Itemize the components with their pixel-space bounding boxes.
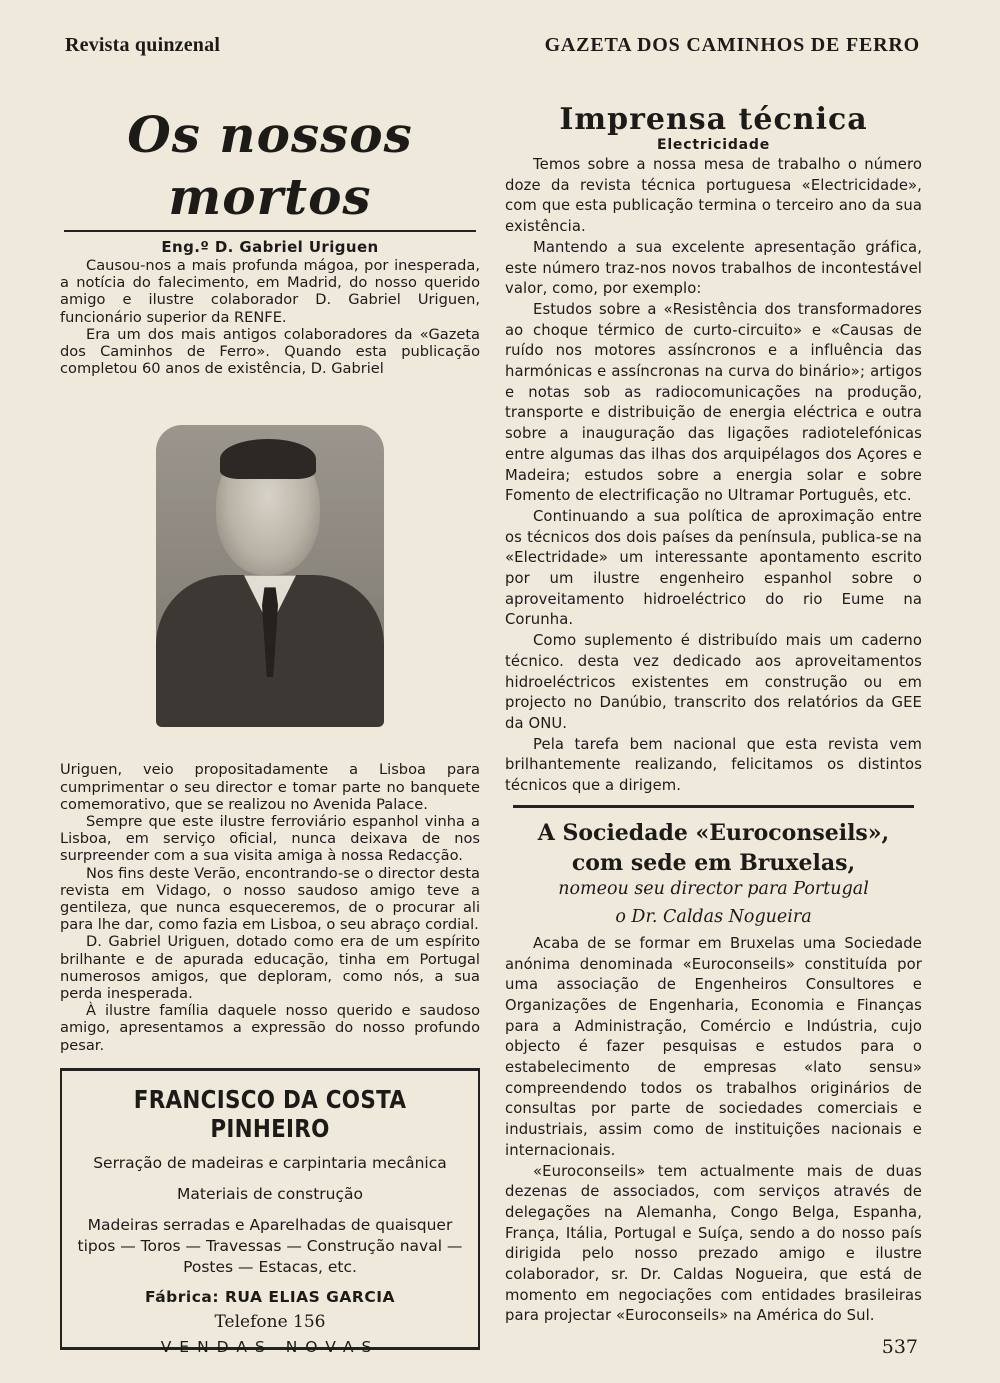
portrait-hair	[220, 439, 316, 479]
ad-line: Serração de madeiras e carpintaria mecânica	[93, 1153, 447, 1172]
header-right: GAZETA DOS CAMINHOS DE FERRO	[544, 34, 920, 56]
paragraph: Nos fins deste Verão, encontrando-se o director desta revista em Vidago, o nosso saudoso amigo teve a gentileza, que nunca esqueceremos, de o procurar ali para lhe dar, como fazia em Lisboa, o seu abraço cordial.	[60, 864, 480, 934]
paragraph: À ilustre família daquele nosso querido e saudoso amigo, apresentamos a expressão do nosso profundo pesar.	[60, 1002, 480, 1054]
ad-company-name: FRANCISCO DA COSTA PINHEIRO	[133, 1084, 407, 1143]
paragraph: Era um dos mais antigos colaboradores da «Gazeta dos Caminhos de Ferro». Quando esta publicação completou 60 anos de existência, D. Gabriel	[60, 325, 480, 378]
right-column	[505, 98, 922, 1327]
title-rule	[64, 230, 476, 232]
paragraph: «Euroconseils» tem actualmente mais de duas dezenas de associados, com serviços através de delegações na Alemanha, Congo Belga, Espanha, França, Itália, Portugal e Suíça, sendo a do nosso país dirigida pelo nosso prezado amigo e ilustre colaborador, sr. Dr. Caldas Nogueira, que está de momento em negociações com entidades brasileiras para projectar «Euroconseils» na América do Sul.	[505, 1162, 922, 1325]
paragraph: Sempre que este ilustre ferroviário espanhol vinha a Lisboa, em serviço oficial, nunca deixava de nos surpreender com a sua visita amiga à nossa Redacção.	[60, 813, 480, 865]
ad-line: Materiais de construção	[177, 1184, 363, 1203]
section-rule	[513, 805, 914, 808]
paragraph: Estudos sobre a «Resistência dos transformadores ao choque térmico de curto-circuito» e «Causas de ruído nos motores assíncronos e a influência das harmónicas e assíncronas na curva do binário»; artigos e notas sob as radiocomunicações na produção, transporte e distribuição de energia eléctrica e outra sobre a inauguração das ligações radiotelefónicas entre algumas das ilhas dos arquipélagos dos Açores e Madeira; estudos sobre a energia solar e sobre Fomento de electrificação no Ultramar Português, etc.	[505, 300, 922, 505]
ad-phone: Telefone 156	[214, 1311, 326, 1332]
article-subtitle: nomeou seu director para Portugal	[558, 878, 869, 899]
article-subtitle: o Dr. Caldas Nogueira	[615, 906, 812, 927]
ad-factory: Fábrica: RUA ELIAS GARCIA	[145, 1287, 395, 1306]
obituary-title: Os nossos mortos	[127, 105, 413, 226]
paragraph: Temos sobre a nossa mesa de trabalho o número doze da revista técnica portuguesa «Electricidade», com que esta publicação termina o terceiro ano da sua existência.	[505, 156, 922, 236]
paragraph: Causou-nos a mais profunda mágoa, por inesperada, a notícia do falecimento, em Madrid, do nosso querido amigo e ilustre colaborador D. Gabriel Uriguen, funcionário superior da RENFE.	[60, 257, 480, 326]
ad-line: Madeiras serradas e Aparelhadas de quaisquer tipos — Toros — Travessas — Construção naval — Postes — Estacas, etc.	[77, 1215, 463, 1276]
paragraph: Pela tarefa bem nacional que esta revista vem brilhantemente realizando, felicitamos os distintos técnicos que a dirigem.	[505, 735, 922, 795]
ad-city: VENDAS NOVAS	[160, 1337, 380, 1356]
left-column	[60, 98, 480, 1356]
paragraph: D. Gabriel Uriguen, dotado como era de um espírito brilhante e de apurada educação, tinha em Portugal numerosos amigos, que deploram, como nós, a sua perda inesperada.	[60, 933, 480, 1003]
paragraph: Acaba de se formar em Bruxelas uma Sociedade anónima denominada «Euroconseils» constituída por uma associação de Engenheiros Consultores e Organizações de Engenharia, Economia e Finanças para a Administração, Comércio e Indústria, cujo objecto é fazer pesquisas e estudos para o estabelecimento de empresas «lato sensu» compreendendo todos os trabalhos originários de consultas por parte de sociedades comerciais e industriais, assim como de instituições nacionais e internacionais.	[505, 934, 922, 1159]
paragraph: Mantendo a sua excelente apresentação gráfica, este número traz-nos novos trabalhos de incontestável valor, como, por exemplo:	[505, 238, 922, 298]
page-number: 537	[881, 1336, 918, 1358]
article-subtitle: Electricidade	[656, 137, 771, 153]
article-title: com sede em Bruxelas,	[571, 849, 856, 876]
obituary-subtitle: Eng.º D. Gabriel Uriguen	[161, 238, 379, 256]
paragraph: Uriguen, veio propositadamente a Lisboa para cumprimentar o seu director e tomar parte no banquete comemorativo, que se realizou no Avenida Palace.	[60, 761, 480, 813]
advertisement-box	[60, 1068, 480, 1356]
header-left: Revista quinzenal	[65, 34, 221, 56]
portrait-photo	[156, 425, 384, 727]
article-title: A Sociedade «Euroconseils»,	[537, 819, 890, 846]
paragraph: Continuando a sua política de aproximação entre os técnicos dos dois países da península, publica-se na «Electridade» um interessante apontamento escrito por um ilustre engenheiro espanhol sobre o aproveitamento hidroeléctrico do rio Eume na Corunha.	[505, 507, 922, 629]
paragraph: Como suplemento é distribuído mais um caderno técnico. desta vez dedicado aos aproveitamentos hidroeléctricos existentes em construção ou em projecto no Danúbio, transcrito dos relatórios da GEE da ONU.	[505, 632, 922, 732]
article-title: Imprensa técnica	[559, 102, 868, 137]
